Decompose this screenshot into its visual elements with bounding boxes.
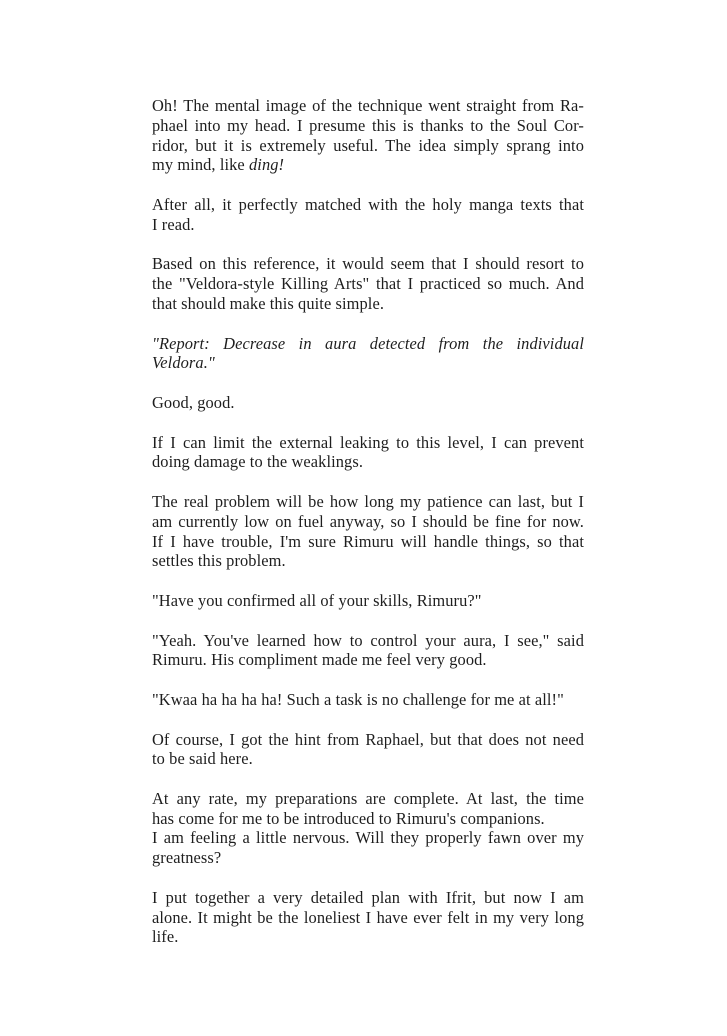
text-line [152,512,584,532]
paragraph-12 [152,789,584,868]
text-segment: life. [152,927,179,947]
text-segment: to be said here. [152,749,253,769]
text-segment: Good, good. [152,392,235,412]
text-segment: alone. It might be the loneliest I have ever felt in my very long [152,907,584,927]
paragraph-5 [152,393,584,413]
text-segment: If I have trouble, I'm sure Rimuru will handle things, so that [152,531,584,551]
text-segment: Oh! The mental image of the technique went straight from Ra- [152,96,584,115]
text-segment: greatness? [152,848,222,868]
text-line [152,334,584,374]
text-line [152,215,584,235]
paragraph-13 [152,888,584,947]
text-line [152,254,584,274]
text-line [152,927,584,947]
text-segment: "Yeah. You've learned how to control your aura, I see," said [152,630,584,650]
paragraph-6 [152,433,584,473]
text-line [152,492,584,512]
paragraph-10 [152,690,584,710]
paragraph-3 [152,254,584,313]
text-segment: If I can limit the external leaking to this level, I can prevent [152,432,584,452]
text-line [152,274,584,294]
text-line [152,155,584,175]
text-line [152,690,584,710]
text-line [152,848,584,868]
text-segment: "Kwaa ha ha ha ha! Such a task is no challenge for me at all!" [152,689,564,709]
text-segment: Of course, I got the hint from Raphael, but that does not need [152,729,584,749]
text-line [152,294,584,314]
paragraph-7 [152,492,584,571]
text-segment: settles this problem. [152,551,286,571]
paragraph-9 [152,631,584,671]
text-line [152,828,584,848]
text-segment: I read. [152,214,195,234]
text-segment: has come for me to be introduced to Rimuru's companions. [152,808,545,828]
text-segment: After all, it perfectly matched with the holy manga texts that [152,194,584,214]
text-segment: The real problem will be how long my patience can last, but I [152,491,584,511]
text-line [152,136,584,156]
text-segment: doing damage to the weaklings. [152,452,364,472]
text-segment: Based on this reference, it would seem that I should resort to [152,254,584,274]
text-line [152,650,584,670]
text-line [152,789,584,809]
text-line [152,452,584,472]
paragraph-2 [152,195,584,235]
text-segment: I am feeling a little nervous. Will they properly fawn over my [152,828,584,848]
paragraph-8 [152,591,584,611]
text-segment: Rimuru. His compliment made me feel very good. [152,650,487,670]
text-line [152,393,584,413]
text-line [152,116,584,136]
text-segment: the "Veldora-style Killing Arts" that I practiced so much. And [152,274,584,294]
text-segment: At any rate, my preparations are complete. At last, the time [152,788,584,808]
text-line [152,96,584,116]
text-segment: am currently low on fuel anyway, so I should be fine for now. [152,511,584,531]
paragraph-4 [152,334,584,374]
italic-text: "Report: Decrease in aura detected from the individual Veldora." [152,333,584,373]
text-line [152,749,584,769]
paragraph-1 [152,96,584,175]
text-line [152,532,584,552]
page-text-block [152,96,584,947]
text-line [152,809,584,829]
text-line [152,551,584,571]
text-segment: that should make this quite simple. [152,293,385,313]
paragraph-11 [152,730,584,770]
text-line [152,908,584,928]
text-line [152,730,584,750]
text-segment: I put together a very detailed plan with Ifrit, but now I am [152,887,584,907]
text-line [152,631,584,651]
text-line [152,888,584,908]
text-segment: my mind, like [152,155,250,175]
text-segment: ridor, but it is extremely useful. The idea simply sprang into [152,135,584,155]
text-line [152,591,584,611]
italic-text: ding! [249,155,285,175]
text-segment: phael into my head. I presume this is thanks to the Soul Cor- [152,115,584,135]
text-line [152,195,584,215]
text-segment: "Have you confirmed all of your skills, Rimuru?" [152,590,482,610]
text-line [152,433,584,453]
